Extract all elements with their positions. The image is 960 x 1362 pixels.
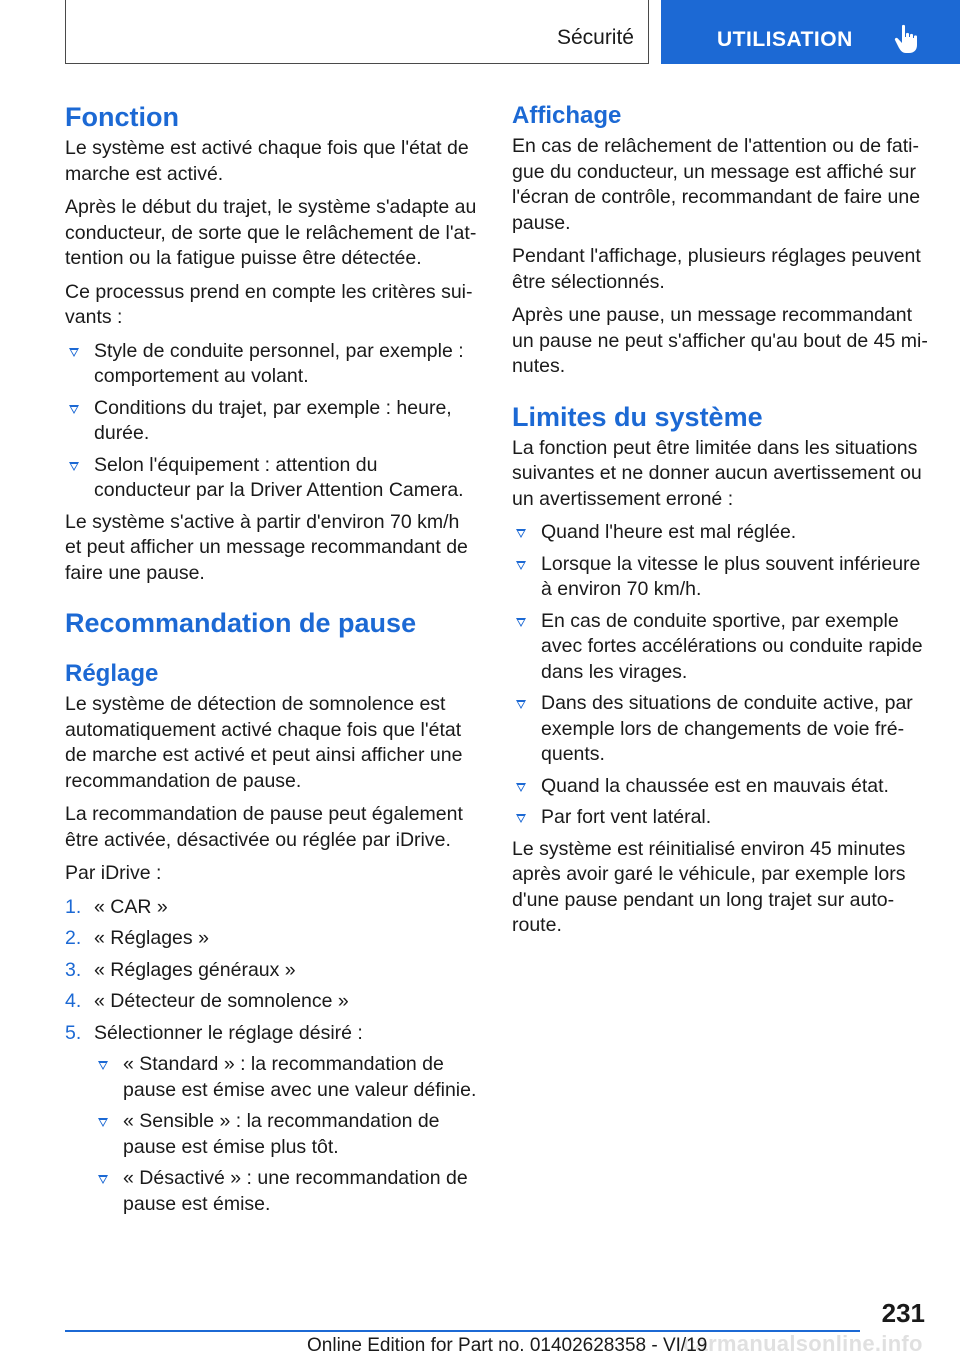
affichage-paragraph-2: Pendant l'affichage, plusieurs réglages peuvent être sélectionnés.	[512, 245, 921, 293]
list-item	[512, 691, 930, 768]
step-text: Sélectionner le réglage désiré :	[94, 1021, 363, 1044]
list-item-text: « Sensible » : la recommandation de pause est émise plus tôt.	[123, 1110, 440, 1158]
list-item	[94, 1109, 477, 1160]
list-item	[512, 520, 930, 546]
criteria-list	[65, 339, 477, 504]
list-item	[65, 453, 477, 504]
triangle-bullet-icon	[69, 462, 79, 471]
list-item	[512, 552, 930, 603]
fonction-paragraph-2: Après le début du trajet, le système s'adapte au conducteur, de sorte que le relâchement de l'attention ou la fatigue puisse être détectée.	[65, 196, 477, 269]
list-item	[512, 609, 930, 686]
list-item-text: Selon l'équipement : attention du conducteur par la Driver Attention Camera.	[94, 453, 464, 501]
reglage-paragraph-2: La recommandation de pause peut également être activée, désactivée ou réglée par iDrive.	[65, 803, 463, 851]
affichage-paragraph-1: En cas de relâchement de l'attention ou de fatigue du conducteur, un message est affiché sur l'écran de contrôle, recommandant de faire une pause.	[512, 135, 921, 234]
list-item	[94, 1052, 477, 1103]
chapter-tab	[661, 0, 960, 64]
triangle-bullet-icon	[69, 405, 79, 414]
list-item	[512, 774, 930, 800]
step-item	[65, 926, 477, 952]
list-item	[65, 339, 477, 390]
list-item-text: Dans des situations de conduite active, par exemple lors de changements de voie fréquents.	[541, 692, 913, 765]
list-item	[512, 805, 930, 831]
triangle-bullet-icon	[516, 814, 526, 823]
list-item-text: « Standard » : la recommandation de pause est émise avec une valeur définie.	[123, 1053, 477, 1101]
triangle-bullet-icon	[98, 1061, 108, 1070]
limits-list	[512, 520, 930, 831]
triangle-bullet-icon	[69, 348, 79, 357]
list-item-text: En cas de conduite sportive, par exemple avec fortes accélérations ou conduite rapide dans les virages.	[541, 609, 923, 683]
limites-paragraph-2: Le système est réinitialisé environ 45 minutes après avoir garé le véhicule, par exemple lors d'une pause pendant un long trajet sur autoroute.	[512, 837, 906, 936]
step-number: 1.	[65, 895, 82, 918]
list-item	[65, 396, 477, 447]
step-number: 4.	[65, 990, 82, 1012]
triangle-bullet-icon	[516, 700, 526, 709]
edition-text: Online Edition for Part no. 01402628358 - VI/19	[307, 1335, 708, 1356]
triangle-bullet-icon	[516, 529, 526, 538]
step-item	[65, 958, 477, 984]
limites-paragraph-1: La fonction peut être limitée dans les situations suivantes et ne donner aucun avertissement ou un avertissement erroné :	[512, 436, 922, 510]
list-item-text: Quand la chaussée est en mauvais état.	[541, 774, 889, 797]
page-number: 231	[881, 1298, 925, 1328]
step-text: « Réglages »	[94, 927, 209, 949]
idrive-steps-list	[65, 895, 477, 1218]
step-text: « Réglages généraux »	[94, 958, 296, 981]
step-item	[65, 989, 477, 1015]
triangle-bullet-icon	[98, 1118, 108, 1127]
list-item-text: Conditions du trajet, par exemple : heure, durée.	[94, 396, 452, 444]
affichage-heading: Affichage	[512, 102, 622, 129]
list-item-text: Quand l'heure est mal réglée.	[541, 521, 797, 543]
fonction-paragraph-3: Ce processus prend en compte les critères suivants :	[65, 280, 473, 328]
left-column	[65, 100, 477, 1223]
right-column	[512, 100, 930, 947]
reglage-paragraph-3: Par iDrive :	[65, 862, 162, 884]
triangle-bullet-icon	[98, 1175, 108, 1184]
reglage-heading: Réglage	[65, 660, 159, 687]
affichage-paragraph-3: Après une pause, un message recommandant un pause ne peut s'afficher qu'au bout de 45 minutes.	[512, 304, 928, 377]
fonction-paragraph-1: Le système est activé chaque fois que l'état de marche est activé.	[65, 137, 469, 185]
hand-pointer-icon	[894, 24, 922, 54]
triangle-bullet-icon	[516, 561, 526, 570]
settings-options-list	[94, 1052, 477, 1217]
list-item-text: « Désactivé » : une recommandation de pause est émise.	[123, 1167, 468, 1215]
limites-heading: Limites du système	[512, 401, 763, 432]
step-text: « Détecteur de somnolence »	[94, 990, 349, 1012]
step-number: 5.	[65, 1021, 82, 1044]
watermark: carmanualsonline.info	[683, 1331, 923, 1356]
fonction-paragraph-4: Le système s'active à partir d'environ 70 km/h et peut afficher un message recommandant de faire une pause.	[65, 510, 468, 584]
list-item	[94, 1166, 477, 1217]
list-item-text: Lorsque la vitesse le plus souvent inférieure à environ 70 km/h.	[541, 552, 921, 600]
list-item-text: Par fort vent latéral.	[541, 806, 712, 828]
header-section-box	[65, 0, 649, 64]
triangle-bullet-icon	[516, 783, 526, 792]
step-number: 3.	[65, 958, 82, 981]
section-title: Sécurité	[556, 26, 634, 49]
triangle-bullet-icon	[516, 618, 526, 627]
fonction-heading: Fonction	[65, 102, 179, 132]
step-text: « CAR »	[94, 895, 168, 918]
step-item	[65, 1021, 477, 1218]
step-number: 2.	[65, 927, 82, 949]
list-item-text: Style de conduite personnel, par exemple : comportement au volant.	[94, 339, 464, 387]
step-item	[65, 895, 477, 921]
reglage-paragraph-1: Le système de détection de somnolence est automatiquement activé chaque fois que l'état de marche est activé et peut ainsi afficher une recommandation de pause.	[65, 693, 463, 792]
chapter-title: UTILISATION	[717, 28, 853, 51]
recommandation-heading: Recommandation de pause	[65, 608, 417, 638]
